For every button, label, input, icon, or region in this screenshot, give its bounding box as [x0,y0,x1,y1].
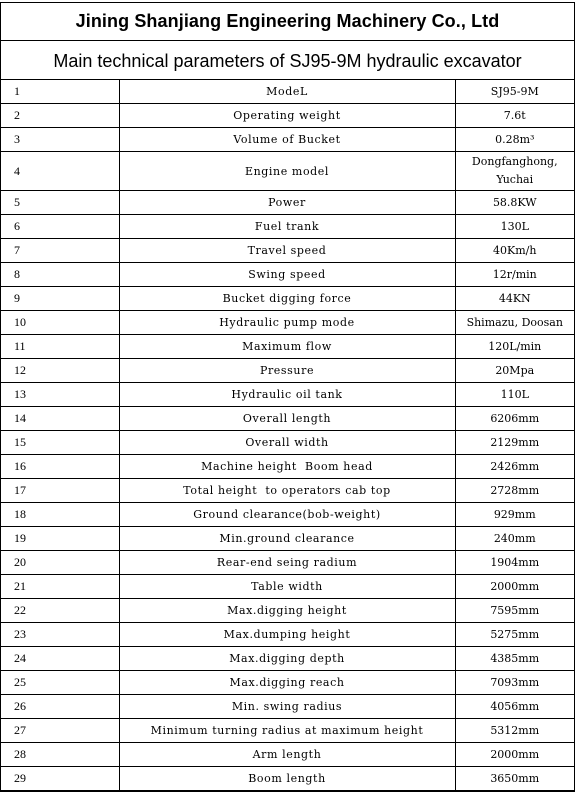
table-row [1,527,574,551]
row-number: 21 [1,575,119,599]
row-number: 24 [1,647,119,671]
table-row [1,479,574,503]
row-number: 6 [1,215,119,239]
table-row [1,719,574,743]
table-row [1,311,574,335]
row-number: 4 [1,152,119,191]
parameter-name: Volume of Bucket [119,128,455,152]
row-number: 8 [1,263,119,287]
parameter-value: 2000mm [455,575,574,599]
table-row [1,455,574,479]
parameter-value: Shimazu, Doosan [455,311,574,335]
table-row [1,623,574,647]
row-number: 7 [1,239,119,263]
row-number: 10 [1,311,119,335]
table-row [1,767,574,791]
parameter-value [455,152,574,191]
parameter-name: Table width [119,575,455,599]
parameter-name: Overall width [119,431,455,455]
parameter-value: 4056mm [455,695,574,719]
table-row [1,191,574,215]
parameter-value: 7093mm [455,671,574,695]
parameter-value: 2426mm [455,455,574,479]
parameter-value: 110L [455,383,574,407]
parameter-name: Min. swing radius [119,695,455,719]
parameter-value: 58.8KW [455,191,574,215]
row-number: 23 [1,623,119,647]
parameter-name: Maximum flow [119,335,455,359]
parameter-name: Rear-end seing radium [119,551,455,575]
parameter-value: 120L/min [455,335,574,359]
row-number: 25 [1,671,119,695]
parameter-value: 2728mm [455,479,574,503]
table-row [1,431,574,455]
parameter-name: Arm length [119,743,455,767]
parameter-name: Fuel trank [119,215,455,239]
parameter-value: 7595mm [455,599,574,623]
parameter-name: Bucket digging force [119,287,455,311]
parameter-name: Ground clearance(bob-weight) [119,503,455,527]
parameter-name: Boom length [119,767,455,791]
table-row [1,575,574,599]
parameter-value: 2129mm [455,431,574,455]
table-row [1,263,574,287]
parameter-name: Pressure [119,359,455,383]
parameter-value: SJ95-9M [455,80,574,104]
table-row [1,215,574,239]
parameter-value: 4385mm [455,647,574,671]
parameter-value: 1904mm [455,551,574,575]
row-number: 19 [1,527,119,551]
parameter-name: Hydraulic pump mode [119,311,455,335]
parameter-name: Engine model [119,152,455,191]
parameter-value: 7.6t [455,104,574,128]
parameter-value: 3650mm [455,767,574,791]
table-row [1,647,574,671]
parameter-value: 0.28m³ [455,128,574,152]
row-number: 9 [1,287,119,311]
row-number: 13 [1,383,119,407]
row-number: 20 [1,551,119,575]
parameter-name: Overall length [119,407,455,431]
row-number: 11 [1,335,119,359]
parameter-name: Operating weight [119,104,455,128]
table-row [1,128,574,152]
row-number: 1 [1,80,119,104]
row-number: 17 [1,479,119,503]
row-number: 5 [1,191,119,215]
table-row [1,80,574,104]
row-number: 28 [1,743,119,767]
row-number: 16 [1,455,119,479]
table-row [1,695,574,719]
parameter-value: 44KN [455,287,574,311]
row-number: 18 [1,503,119,527]
parameter-name: Max.digging depth [119,647,455,671]
row-number: 15 [1,431,119,455]
table-row [1,743,574,767]
parameter-name: Power [119,191,455,215]
table-row [1,335,574,359]
row-number: 22 [1,599,119,623]
parameter-name: Machine height Boom head [119,455,455,479]
table-row [1,359,574,383]
table-row [1,599,574,623]
table-row [1,239,574,263]
document-title: Main technical parameters of SJ95-9M hydraulic excavator [1,41,574,80]
parameter-name: Max.dumping height [119,623,455,647]
parameter-value: 130L [455,215,574,239]
parameters-table [1,80,574,791]
table-row [1,503,574,527]
parameter-name: ModeL [119,80,455,104]
table-row [1,407,574,431]
table-row [1,287,574,311]
parameter-value: 20Mpa [455,359,574,383]
parameter-name: Travel speed [119,239,455,263]
parameter-value: 240mm [455,527,574,551]
parameter-name: Minimum turning radius at maximum height [119,719,455,743]
parameter-name: Max.digging reach [119,671,455,695]
parameter-value: 929mm [455,503,574,527]
row-number: 3 [1,128,119,152]
row-number: 27 [1,719,119,743]
parameter-name: Max.digging height [119,599,455,623]
table-row [1,383,574,407]
parameter-name: Min.ground clearance [119,527,455,551]
parameter-value-line: Dongfanghong, [471,155,558,168]
spec-sheet [0,2,575,792]
table-row [1,152,574,191]
row-number: 12 [1,359,119,383]
parameter-name: Swing speed [119,263,455,287]
table-row [1,104,574,128]
parameter-value: 40Km/h [455,239,574,263]
company-name: Jining Shanjiang Engineering Machinery Co., Ltd [1,3,574,41]
parameter-value: 5275mm [455,623,574,647]
row-number: 26 [1,695,119,719]
row-number: 29 [1,767,119,791]
parameter-name: Hydraulic oil tank [119,383,455,407]
parameters-table-body [1,80,574,791]
parameter-value: 2000mm [455,743,574,767]
parameter-name: Total height to operators cab top [119,479,455,503]
parameter-value: 12r/min [455,263,574,287]
parameter-value: 6206mm [455,407,574,431]
parameter-value-line: Yuchai [496,173,534,186]
parameter-value: 5312mm [455,719,574,743]
table-row [1,551,574,575]
row-number: 14 [1,407,119,431]
table-row [1,671,574,695]
row-number: 2 [1,104,119,128]
